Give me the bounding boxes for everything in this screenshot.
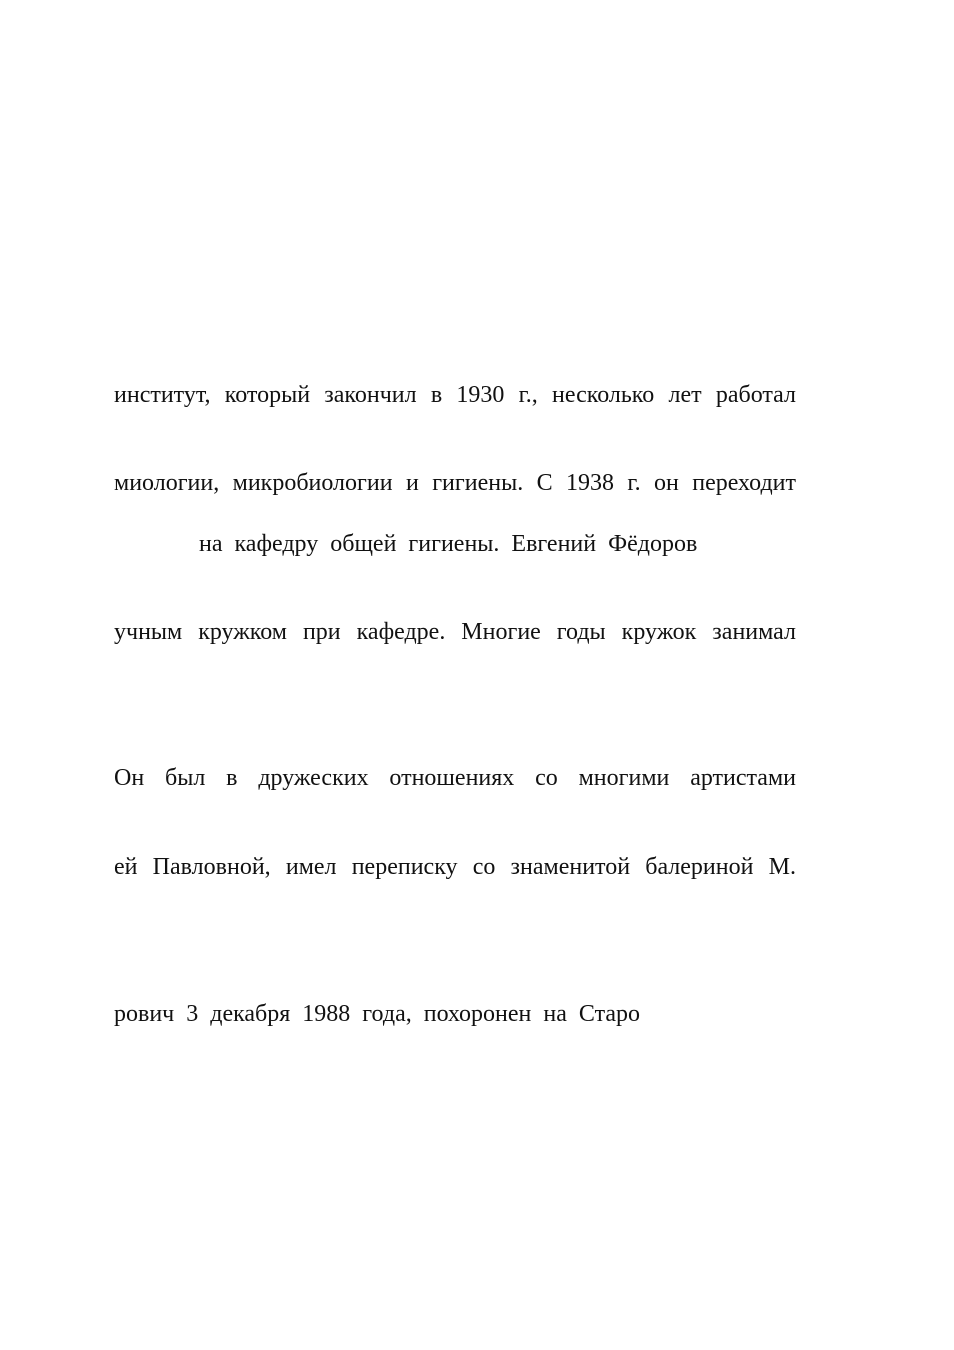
text-line: на кафедру общей гигиены. Евгений Фёдоров — [199, 531, 698, 557]
text-line: миологии, микробиологии и гигиены. С 1938 г. он переходит — [114, 470, 796, 496]
text-line: институт, который закончил в 1930 г., несколько лет работал — [114, 382, 796, 408]
text-line: ей Павловной, имел переписку со знаменитой балериной М. — [114, 854, 796, 880]
text-line: учным кружком при кафедре. Многие годы кружок занимал — [114, 619, 796, 645]
text-line: Он был в дружеских отношениях со многими артистами — [114, 765, 796, 791]
text-line: рович 3 декабря 1988 года, похоронен на Старо — [114, 1001, 641, 1027]
